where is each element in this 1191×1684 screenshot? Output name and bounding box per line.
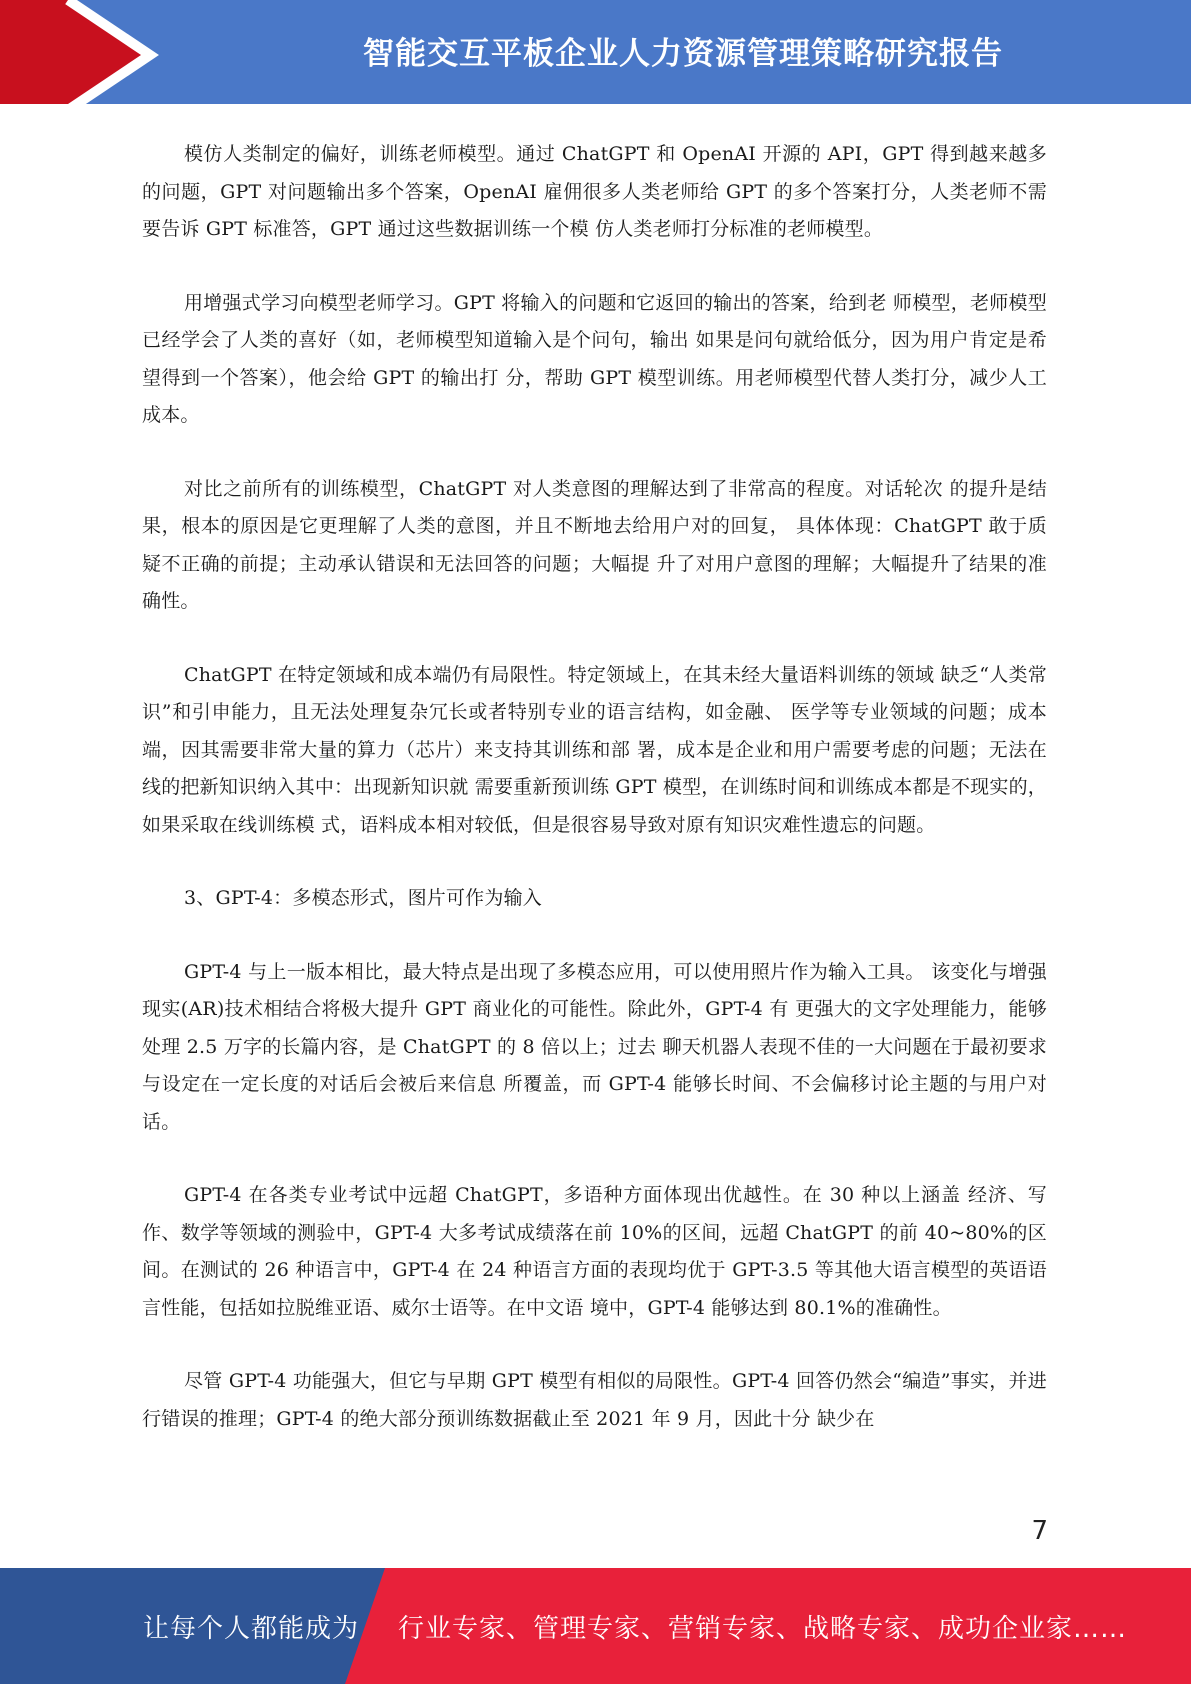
page-header	[0, 0, 1191, 110]
footer-slogan-right: 行业专家、管理专家、营销专家、战略专家、成功企业家……	[398, 1613, 1128, 1644]
page-number: 7	[1031, 1516, 1048, 1546]
paragraph: ChatGPT 在特定领域和成本端仍有局限性。特定领域上，在其未经大量语料训练的领域 缺乏“人类常识”和引申能力，且无法处理复杂冗长或者特别专业的语言结构，如金融、 医学等专业领域的问题；成本端，因其需要非常大量的算力（芯片）来支持其训练和部 署，成本是企业和用户需要考虑的问题；无法在线的把新知识纳入其中：出现新知识就 需要重新预训练 GPT 模型，在训练时间和训练成本都是不现实的，如果采取在线训练模 式，语料成本相对较低，但是很容易导致对原有知识灾难性遗忘的问题。	[142, 663, 1047, 836]
page-footer	[0, 1568, 1191, 1684]
paragraph: 模仿人类制定的偏好，训练老师模型。通过 ChatGPT 和 OpenAI 开源的 API，GPT 得到越来越多的问题，GPT 对问题输出多个答案，OpenAI 雇佣很多人类老师给 GPT 的多个答案打分，人类老师不需要告诉 GPT 标准答，GPT 通过这些数据训练一个模 仿人类老师打分标准的老师模型。	[142, 143, 1047, 240]
report-title: 智能交互平板企业人力资源管理策略研究报告	[363, 35, 1003, 72]
section-heading: 3、GPT-4：多模态形式，图片可作为输入	[184, 887, 542, 909]
paragraph: GPT-4 在各类专业考试中远超 ChatGPT，多语种方面体现出优越性。在 30 种以上涵盖 经济、写作、数学等领域的测验中，GPT-4 大多考试成绩落在前 10%的区间，远超 ChatGPT 的前 40~80%的区间。在测试的 26 种语言中，GPT-4 在 24 种语言方面的表现均优于 GPT-3.5 等其他大语言模型的英语语言性能，包括如拉脱维亚语、威尔士语等。在中文语 境中，GPT-4 能够达到 80.1%的准确性。	[142, 1184, 1047, 1319]
paragraph: 对比之前所有的训练模型，ChatGPT 对人类意图的理解达到了非常高的程度。对话轮次 的提升是结果，根本的原因是它更理解了人类的意图，并且不断地去给用户对的回复， 具体体现：ChatGPT 敢于质疑不正确的前提；主动承认错误和无法回答的问题；大幅提 升了对用户意图的理解；大幅提升了结果的准确性。	[142, 477, 1047, 612]
document-body	[142, 136, 1047, 1474]
footer-slogan-left: 让每个人都能成为	[143, 1613, 360, 1644]
paragraph: 用增强式学习向模型老师学习。GPT 将输入的问题和它返回的输出的答案，给到老 师模型，老师模型已经学会了人类的喜好（如，老师模型知道输入是个问句，输出 如果是问句就给低分，因为用户肯定是希望得到一个答案），他会给 GPT 的输出打 分，帮助 GPT 模型训练。用老师模型代替人类打分，减少人工成本。	[142, 291, 1047, 426]
paragraph: 尽管 GPT-4 功能强大，但它与早期 GPT 模型有相似的局限性。GPT-4 回答仍然会“编造”事实，并进行错误的推理；GPT-4 的绝大部分预训练数据截止至 2021 年 9 月，因此十分 缺少在	[142, 1370, 1047, 1430]
paragraph: GPT-4 与上一版本相比，最大特点是出现了多模态应用，可以使用照片作为输入工具。 该变化与增强现实(AR)技术相结合将极大提升 GPT 商业化的可能性。除此外，GPT-4 有 更强大的文字处理能力，能够处理 2.5 万字的长篇内容，是 ChatGPT 的 8 倍以上；过去 聊天机器人表现不佳的一大问题在于最初要求与设定在一定长度的对话后会被后来信息 所覆盖，而 GPT-4 能够长时间、不会偏移讨论主题的与用户对话。	[142, 960, 1047, 1133]
